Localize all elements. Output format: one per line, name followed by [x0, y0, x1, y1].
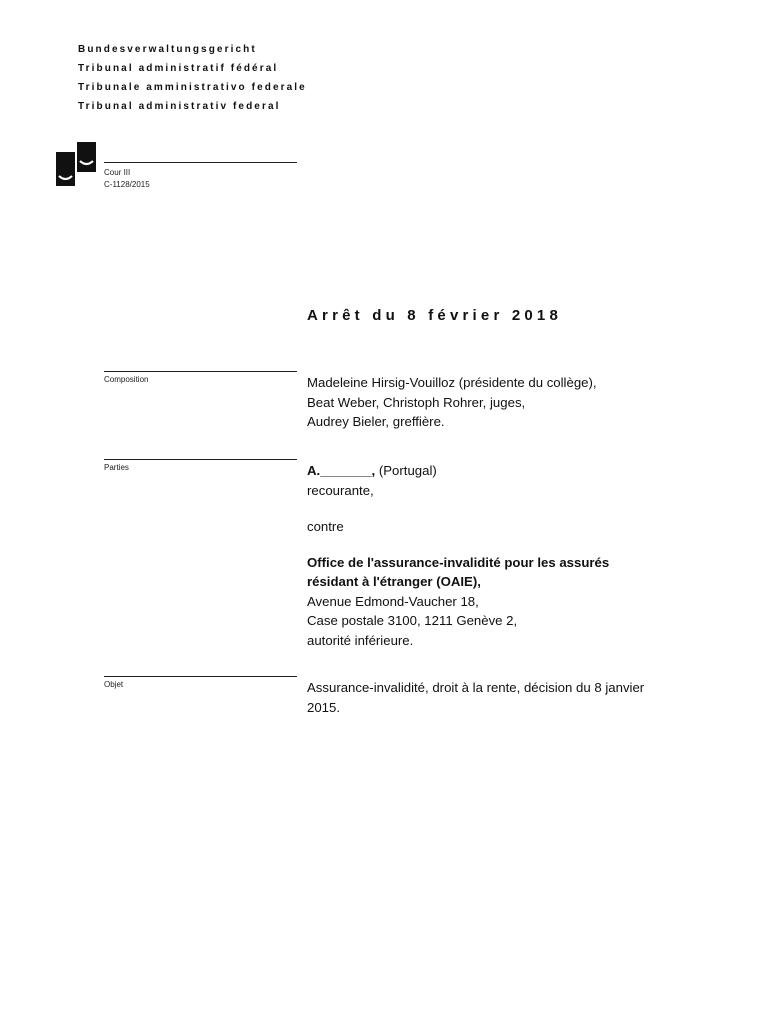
appellant-line — [307, 461, 609, 481]
authority-role: autorité inférieure. — [307, 632, 414, 648]
subject-label: Objet — [104, 680, 124, 689]
composition-rule — [104, 371, 297, 372]
appellant-role: recourante, — [307, 482, 374, 498]
parties-rule — [104, 459, 297, 460]
court-name-de: Bundesverwaltungsgericht — [78, 44, 257, 55]
court-name-it: Tribunale amministrativo federale — [78, 82, 307, 93]
versus-text: contre — [307, 519, 344, 534]
authority-address-line1: Avenue Edmond-Vaucher 18, — [307, 593, 479, 609]
appellant-name: A._______, — [307, 463, 376, 478]
composition-line: Madeleine Hirsig-Vouilloz (présidente du collège), — [307, 375, 597, 390]
subject-text — [307, 678, 644, 717]
court-names — [78, 40, 307, 116]
court-name-fr: Tribunal administratif fédéral — [78, 63, 279, 74]
composition-label: Composition — [104, 375, 149, 384]
composition-line: Beat Weber, Christoph Rohrer, juges, — [307, 394, 526, 410]
subject-line: 2015. — [307, 699, 341, 715]
subject-rule — [104, 676, 297, 677]
subject-line: Assurance-invalidité, droit à la rente, décision du 8 janvier — [307, 680, 645, 695]
parties-label: Parties — [104, 463, 129, 472]
authority-name-line1: Office de l'assurance-invalidité pour les assurés — [307, 554, 610, 570]
court-name-rm: Tribunal administrativ federal — [78, 101, 281, 112]
court-logo-icon — [56, 142, 96, 186]
page-title: Arrêt du 8 février 2018 — [307, 307, 563, 324]
court-division: Cour III — [104, 168, 131, 177]
appellant-country: (Portugal) — [375, 463, 437, 478]
parties-text — [307, 461, 609, 650]
composition-line: Audrey Bieler, greffière. — [307, 414, 445, 429]
header-rule — [104, 162, 297, 163]
authority-address-line2: Case postale 3100, 1211 Genève 2, — [307, 613, 518, 628]
case-number: C-1128/2015 — [104, 180, 150, 189]
authority-name-line2: résidant à l'étranger (OAIE), — [307, 574, 481, 589]
composition-text — [307, 373, 597, 432]
